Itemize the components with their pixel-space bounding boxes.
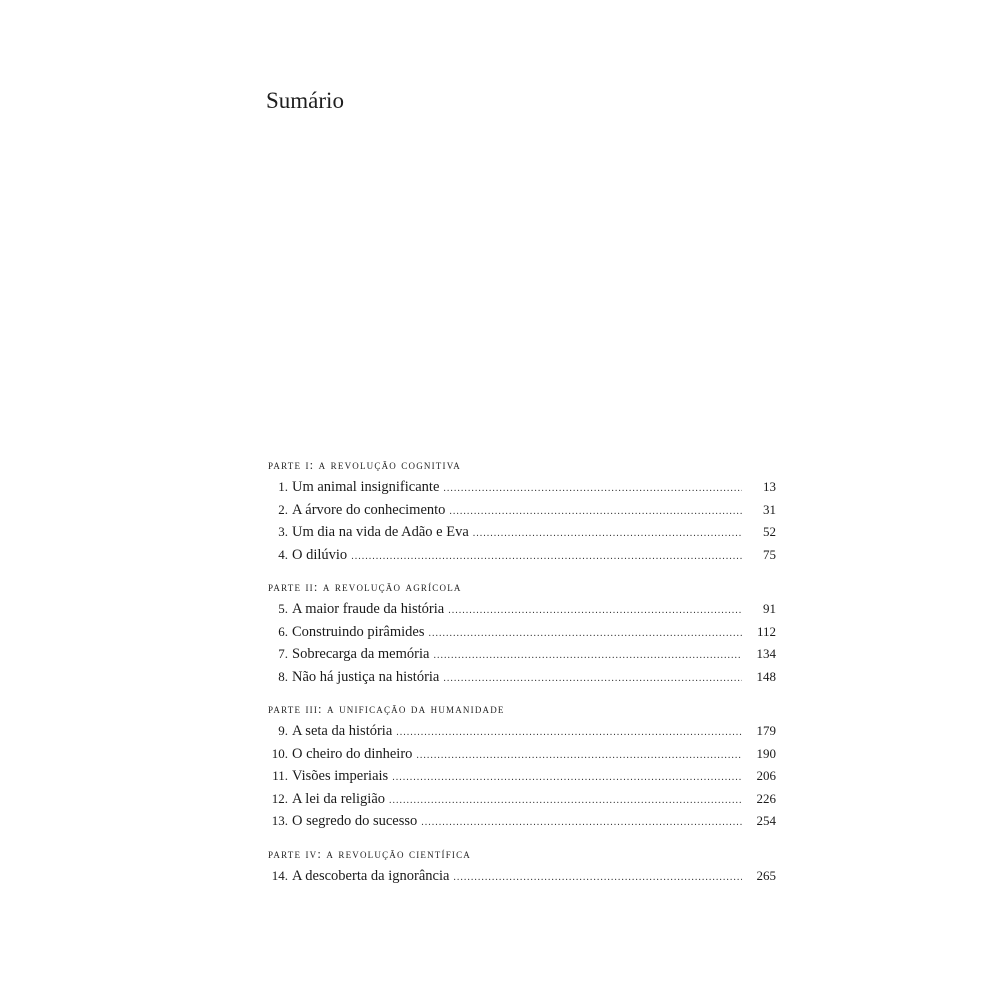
chapter-number: 12.: [271, 790, 288, 806]
toc-entry[interactable]: [268, 643, 776, 666]
chapter-title: O segredo do sucesso: [292, 813, 418, 829]
page-number: 148: [756, 668, 776, 684]
chapter-number: 13.: [271, 813, 288, 828]
toc-entry[interactable]: [268, 810, 776, 833]
chapter-number: 8.: [278, 668, 288, 684]
page-number: 190: [756, 745, 776, 761]
chapter-title: A maior fraude da história: [292, 601, 445, 617]
page-number: 91: [763, 601, 776, 616]
dot-leader: [396, 722, 742, 745]
toc-entry[interactable]: [268, 598, 776, 621]
toc-entry[interactable]: [268, 521, 776, 544]
page-number: 52: [763, 524, 776, 539]
toc-part-3: [268, 702, 776, 833]
toc-part-2: [268, 580, 776, 688]
toc-part-1: [268, 458, 776, 566]
chapter-title: Sobrecarga da memória: [292, 646, 430, 662]
dot-leader: [416, 745, 742, 768]
toc-entry[interactable]: [268, 666, 776, 689]
toc-entry[interactable]: [268, 621, 776, 644]
toc-entry[interactable]: [268, 499, 776, 522]
chapter-title: A árvore do conhecimento: [292, 501, 446, 518]
dot-leader: [443, 478, 742, 501]
dot-leader: [421, 812, 742, 835]
dot-leader: [351, 546, 742, 569]
toc-entry[interactable]: [268, 865, 776, 888]
page-number: 226: [756, 790, 776, 806]
toc-entry[interactable]: [268, 788, 776, 811]
chapter-number: 1.: [278, 479, 288, 494]
page-number: 31: [763, 501, 776, 517]
chapter-title: O cheiro do dinheiro: [292, 745, 413, 762]
part-heading: parte iv: a revolução científica: [268, 846, 472, 861]
toc-entry[interactable]: [268, 476, 776, 499]
toc-entry[interactable]: [268, 743, 776, 766]
page-title: Sumário: [266, 88, 344, 113]
dot-leader: [429, 623, 742, 646]
chapter-number: 2.: [278, 501, 288, 517]
part-heading: parte i: a revolução cognitiva: [268, 458, 461, 472]
dot-leader: [473, 523, 742, 546]
page-number: 254: [756, 813, 776, 828]
chapter-number: 7.: [278, 646, 288, 661]
page-number: 206: [756, 768, 776, 783]
dot-leader: [453, 867, 742, 890]
dot-leader: [433, 645, 742, 668]
toc-entry[interactable]: [268, 720, 776, 743]
chapter-title: Um animal insignificante: [292, 479, 440, 495]
chapter-number: 6.: [278, 623, 288, 639]
dot-leader: [443, 668, 742, 691]
dot-leader: [448, 600, 742, 623]
chapter-title: A seta da história: [292, 723, 393, 739]
page-number: 179: [756, 723, 776, 738]
chapter-number: 10.: [271, 745, 288, 761]
chapter-title: A lei da religião: [292, 790, 386, 807]
chapter-title: O dilúvio: [292, 546, 348, 563]
toc-entry[interactable]: [268, 544, 776, 567]
chapter-number: 4.: [278, 546, 288, 562]
chapter-title: Visões imperiais: [292, 768, 389, 784]
chapter-number: 14.: [271, 867, 288, 883]
chapter-title: Um dia na vida de Adão e Eva: [292, 524, 469, 540]
chapter-number: 3.: [278, 524, 288, 539]
page-number: 75: [763, 546, 776, 562]
page-number: 13: [763, 479, 776, 494]
toc-part-4: [268, 847, 776, 888]
page-number: 112: [756, 623, 776, 639]
page-number: 265: [756, 867, 776, 883]
table-of-contents: [268, 458, 776, 901]
dot-leader: [449, 501, 742, 524]
toc-entry[interactable]: [268, 765, 776, 788]
chapter-number: 9.: [278, 723, 288, 738]
part-heading: parte iii: a unificação da humanidade: [268, 702, 505, 716]
part-heading: parte ii: a revolução agrícola: [268, 580, 462, 594]
chapter-number: 11.: [272, 768, 288, 783]
chapter-title: Construindo pirâmides: [292, 623, 425, 640]
page-number: 134: [756, 646, 776, 661]
chapter-title: A descoberta da ignorância: [292, 867, 450, 884]
chapter-number: 5.: [278, 601, 288, 616]
dot-leader: [389, 790, 742, 813]
dot-leader: [392, 767, 742, 790]
chapter-title: Não há justiça na história: [292, 668, 440, 685]
